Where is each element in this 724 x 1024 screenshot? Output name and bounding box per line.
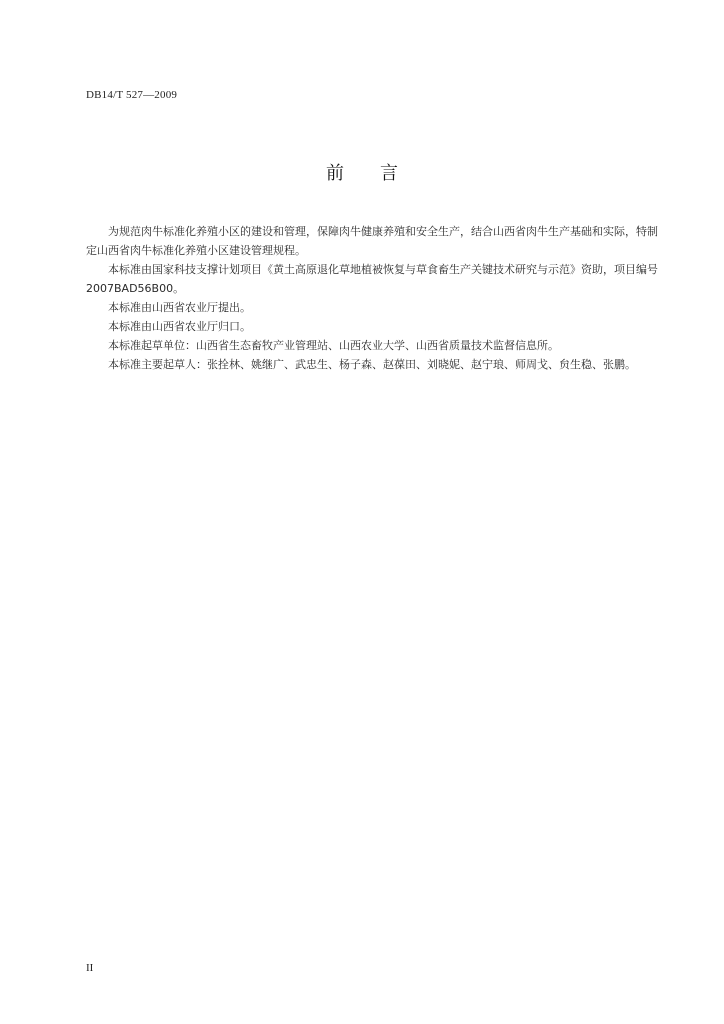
section-title: 前言	[326, 163, 434, 184]
paragraph-proposer: 本标准由山西省农业厅提出。	[108, 301, 251, 314]
paragraph-funding: 本标准由国家科技支撑计划项目《黄土高原退化草地植被恢复与草食畜生产关键技术研究与示范》资助，项目编号2007BAD56B00。	[86, 263, 658, 295]
paragraph-administrator: 本标准由山西省农业厅归口。	[108, 320, 251, 333]
paragraph-drafters: 本标准主要起草人：张拴林、姚继广、武忠生、杨子森、赵葆田、刘晓妮、赵宁琅、师周戈、贠生稳、张鹏。	[108, 358, 636, 371]
foreword-body	[86, 222, 658, 374]
page-number: II	[86, 962, 94, 974]
paragraph-drafting-units: 本标准起草单位：山西省生态畜牧产业管理站、山西农业大学、山西省质量技术监督信息所。	[108, 339, 559, 352]
paragraph-purpose: 为规范肉牛标准化养殖小区的建设和管理，保障肉牛健康养殖和安全生产，结合山西省肉牛生产基础和实际，特制定山西省肉牛标准化养殖小区建设管理规程。	[86, 225, 658, 257]
document-code: DB14/T 527—2009	[86, 89, 178, 101]
